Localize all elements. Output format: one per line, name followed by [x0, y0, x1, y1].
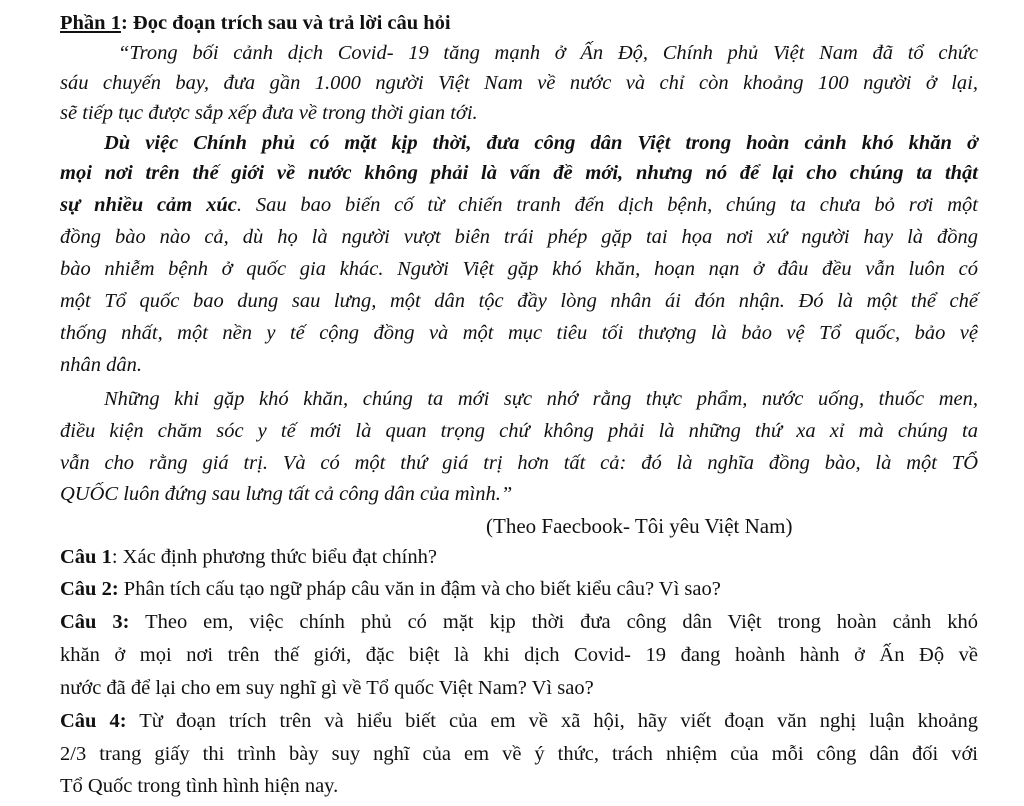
passage-p2-line: một Tổ quốc bao dung sau lưng, một dân tộc đầy lòng nhân ái đón nhận. Đó là một thể chế [60, 290, 978, 312]
question-text: Theo em, việc chính phủ có mặt kịp thời đưa công dân Việt trong hoàn cảnh khó [129, 611, 978, 633]
passage-mixed-line [60, 190, 978, 220]
question-label: Câu 3: [60, 611, 130, 633]
passage-p2-line: đồng bào nào cả, dù họ là người vượt biên trái phép gặp tai họa nơi xứ người hay là đồng [60, 226, 978, 248]
question-4-line: 2/3 trang giấy thi trình bày suy nghĩ của em về ý thức, trách nhiệm của mỗi công dân đối với [60, 743, 978, 765]
passage-p1-line: sáu chuyến bay, đưa gần 1.000 người Việt Nam về nước và chỉ còn khoảng 100 người ở lại, [60, 72, 978, 94]
section-title: : Đọc đoạn trích sau và trả lời câu hỏi [120, 12, 451, 34]
question-text: Phân tích cấu tạo ngữ pháp câu văn in đậm và cho biết kiểu câu? Vì sao? [118, 578, 721, 600]
question-text: Từ đoạn trích trên và hiểu biết của em về xã hội, hãy viết đoạn văn nghị luận khoảng [126, 710, 978, 732]
question-label: Câu 2: [60, 578, 119, 600]
question-text: : Xác định phương thức biểu đạt chính? [111, 546, 437, 568]
question-2 [60, 574, 978, 604]
passage-p2-text: . Sau bao biến cố từ chiến tranh đến dịch bệnh, chúng ta chưa bỏ rơi một [236, 194, 978, 216]
question-4-line: Tổ Quốc trong tình hình hiện nay. [60, 775, 339, 797]
section-heading [60, 8, 978, 38]
passage-p3-line: QUỐC luôn đứng sau lưng tất cả công dân của mình.” [60, 483, 513, 505]
passage-p2-line: nhân dân. [60, 354, 142, 376]
passage-p2-line: bào nhiễm bệnh ở quốc gia khác. Người Việt gặp khó khăn, hoạn nạn ở đâu đều vẫn luôn có [60, 258, 978, 280]
passage-p3-line: điều kiện chăm sóc y tế mới là quan trọng chứ không phải là những thứ xa xỉ mà chúng ta [60, 420, 978, 442]
passage-bold-line: mọi nơi trên thế giới về nước không phải là vấn đề mới, nhưng nó để lại cho chúng ta thật [60, 162, 978, 184]
question-4 [60, 706, 978, 736]
question-3-line: khăn ở mọi nơi trên thế giới, đặc biệt là khi dịch Covid- 19 đang hoành hành ở Ấn Độ về [60, 644, 978, 666]
section-label: Phần 1 [60, 12, 121, 34]
question-label: Câu 4: [60, 710, 127, 732]
passage-p2-line: thống nhất, một nền y tế cộng đồng và một mục tiêu tối thượng là bảo vệ Tổ quốc, bảo vệ [60, 322, 978, 344]
passage-p1-line: sẽ tiếp tục được sắp xếp đưa về trong thời gian tới. [60, 102, 478, 124]
question-label: Câu 1 [60, 546, 112, 568]
passage-p3-line: Những khi gặp khó khăn, chúng ta mới sực nhớ rằng thực phẩm, nước uống, thuốc men, [104, 388, 978, 410]
passage-bold-end: sự nhiều cảm xúc [60, 194, 237, 216]
passage-p1-line: “Trong bối cảnh dịch Covid- 19 tăng mạnh ở Ấn Độ, Chính phủ Việt Nam đã tổ chức [118, 42, 978, 64]
question-3 [60, 607, 978, 637]
passage-p3-line: vẫn cho rằng giá trị. Và có một thứ giá trị hơn tất cả: đó là nghĩa đồng bào, là một TỔ [60, 452, 978, 474]
question-3-line: nước đã để lại cho em suy nghĩ gì về Tổ quốc Việt Nam? Vì sao? [60, 677, 594, 699]
passage-bold-line: Dù việc Chính phủ có mặt kịp thời, đưa công dân Việt trong hoàn cảnh khó khăn ở [104, 132, 978, 154]
passage-source: (Theo Faecbook- Tôi yêu Việt Nam) [486, 514, 793, 538]
question-1 [60, 542, 978, 572]
